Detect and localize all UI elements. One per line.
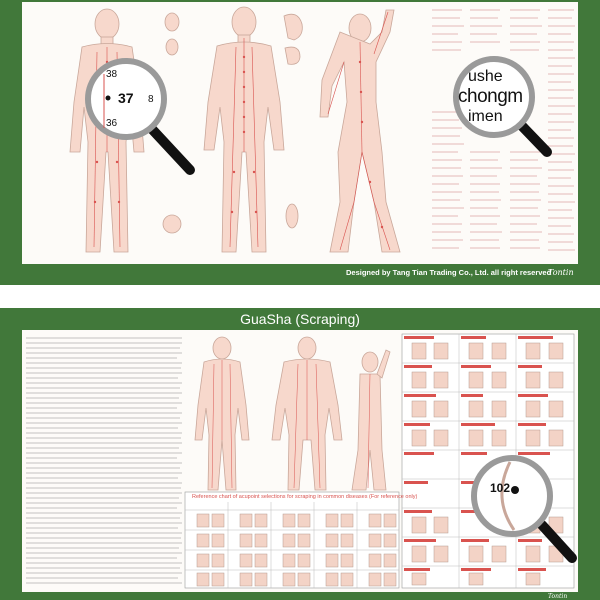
poster-bottom-title: GuaSha (Scraping) (240, 311, 360, 327)
magnifier-right-word-1: ushe (468, 68, 503, 85)
disease-panel-frame (402, 334, 574, 588)
poster-bottom-canvas (22, 330, 578, 592)
meridian-figures (22, 2, 578, 264)
acupuncture-poster-top (0, 0, 600, 285)
poster-top-canvas (22, 2, 578, 264)
magnifier-left-label-38: 38 (106, 69, 118, 80)
guasha-poster-bottom (0, 308, 600, 600)
magnifier-right-word-2: chongm (458, 86, 523, 107)
guasha-content (22, 330, 578, 592)
magnifier-left-label-36: 36 (106, 118, 118, 129)
instruction-text-block (26, 338, 182, 583)
reference-chart-caption-title: Reference chart of acupoint selections for scraping in common diseases (192, 494, 368, 500)
magnifier-bottom-label: 102 (490, 481, 511, 495)
reference-chart-caption (192, 494, 417, 500)
magnifier-left-label-8: 8 (148, 94, 154, 105)
magnifier-right-word-3: imen (468, 108, 503, 125)
head-profile-figures (284, 14, 302, 228)
poster-top-footer: Designed by Tang Tian Trading Co., Ltd. all right reserved (346, 268, 552, 277)
magnifier-left-label-37: 37 (118, 90, 134, 106)
poster-top-brand: Tontin (548, 268, 574, 277)
guasha-side-figure (352, 350, 390, 490)
head-detail-figures (163, 13, 181, 233)
reference-chart-caption-note: (For reference only) (369, 494, 418, 500)
poster-bottom-brand: Tontin (548, 593, 568, 600)
